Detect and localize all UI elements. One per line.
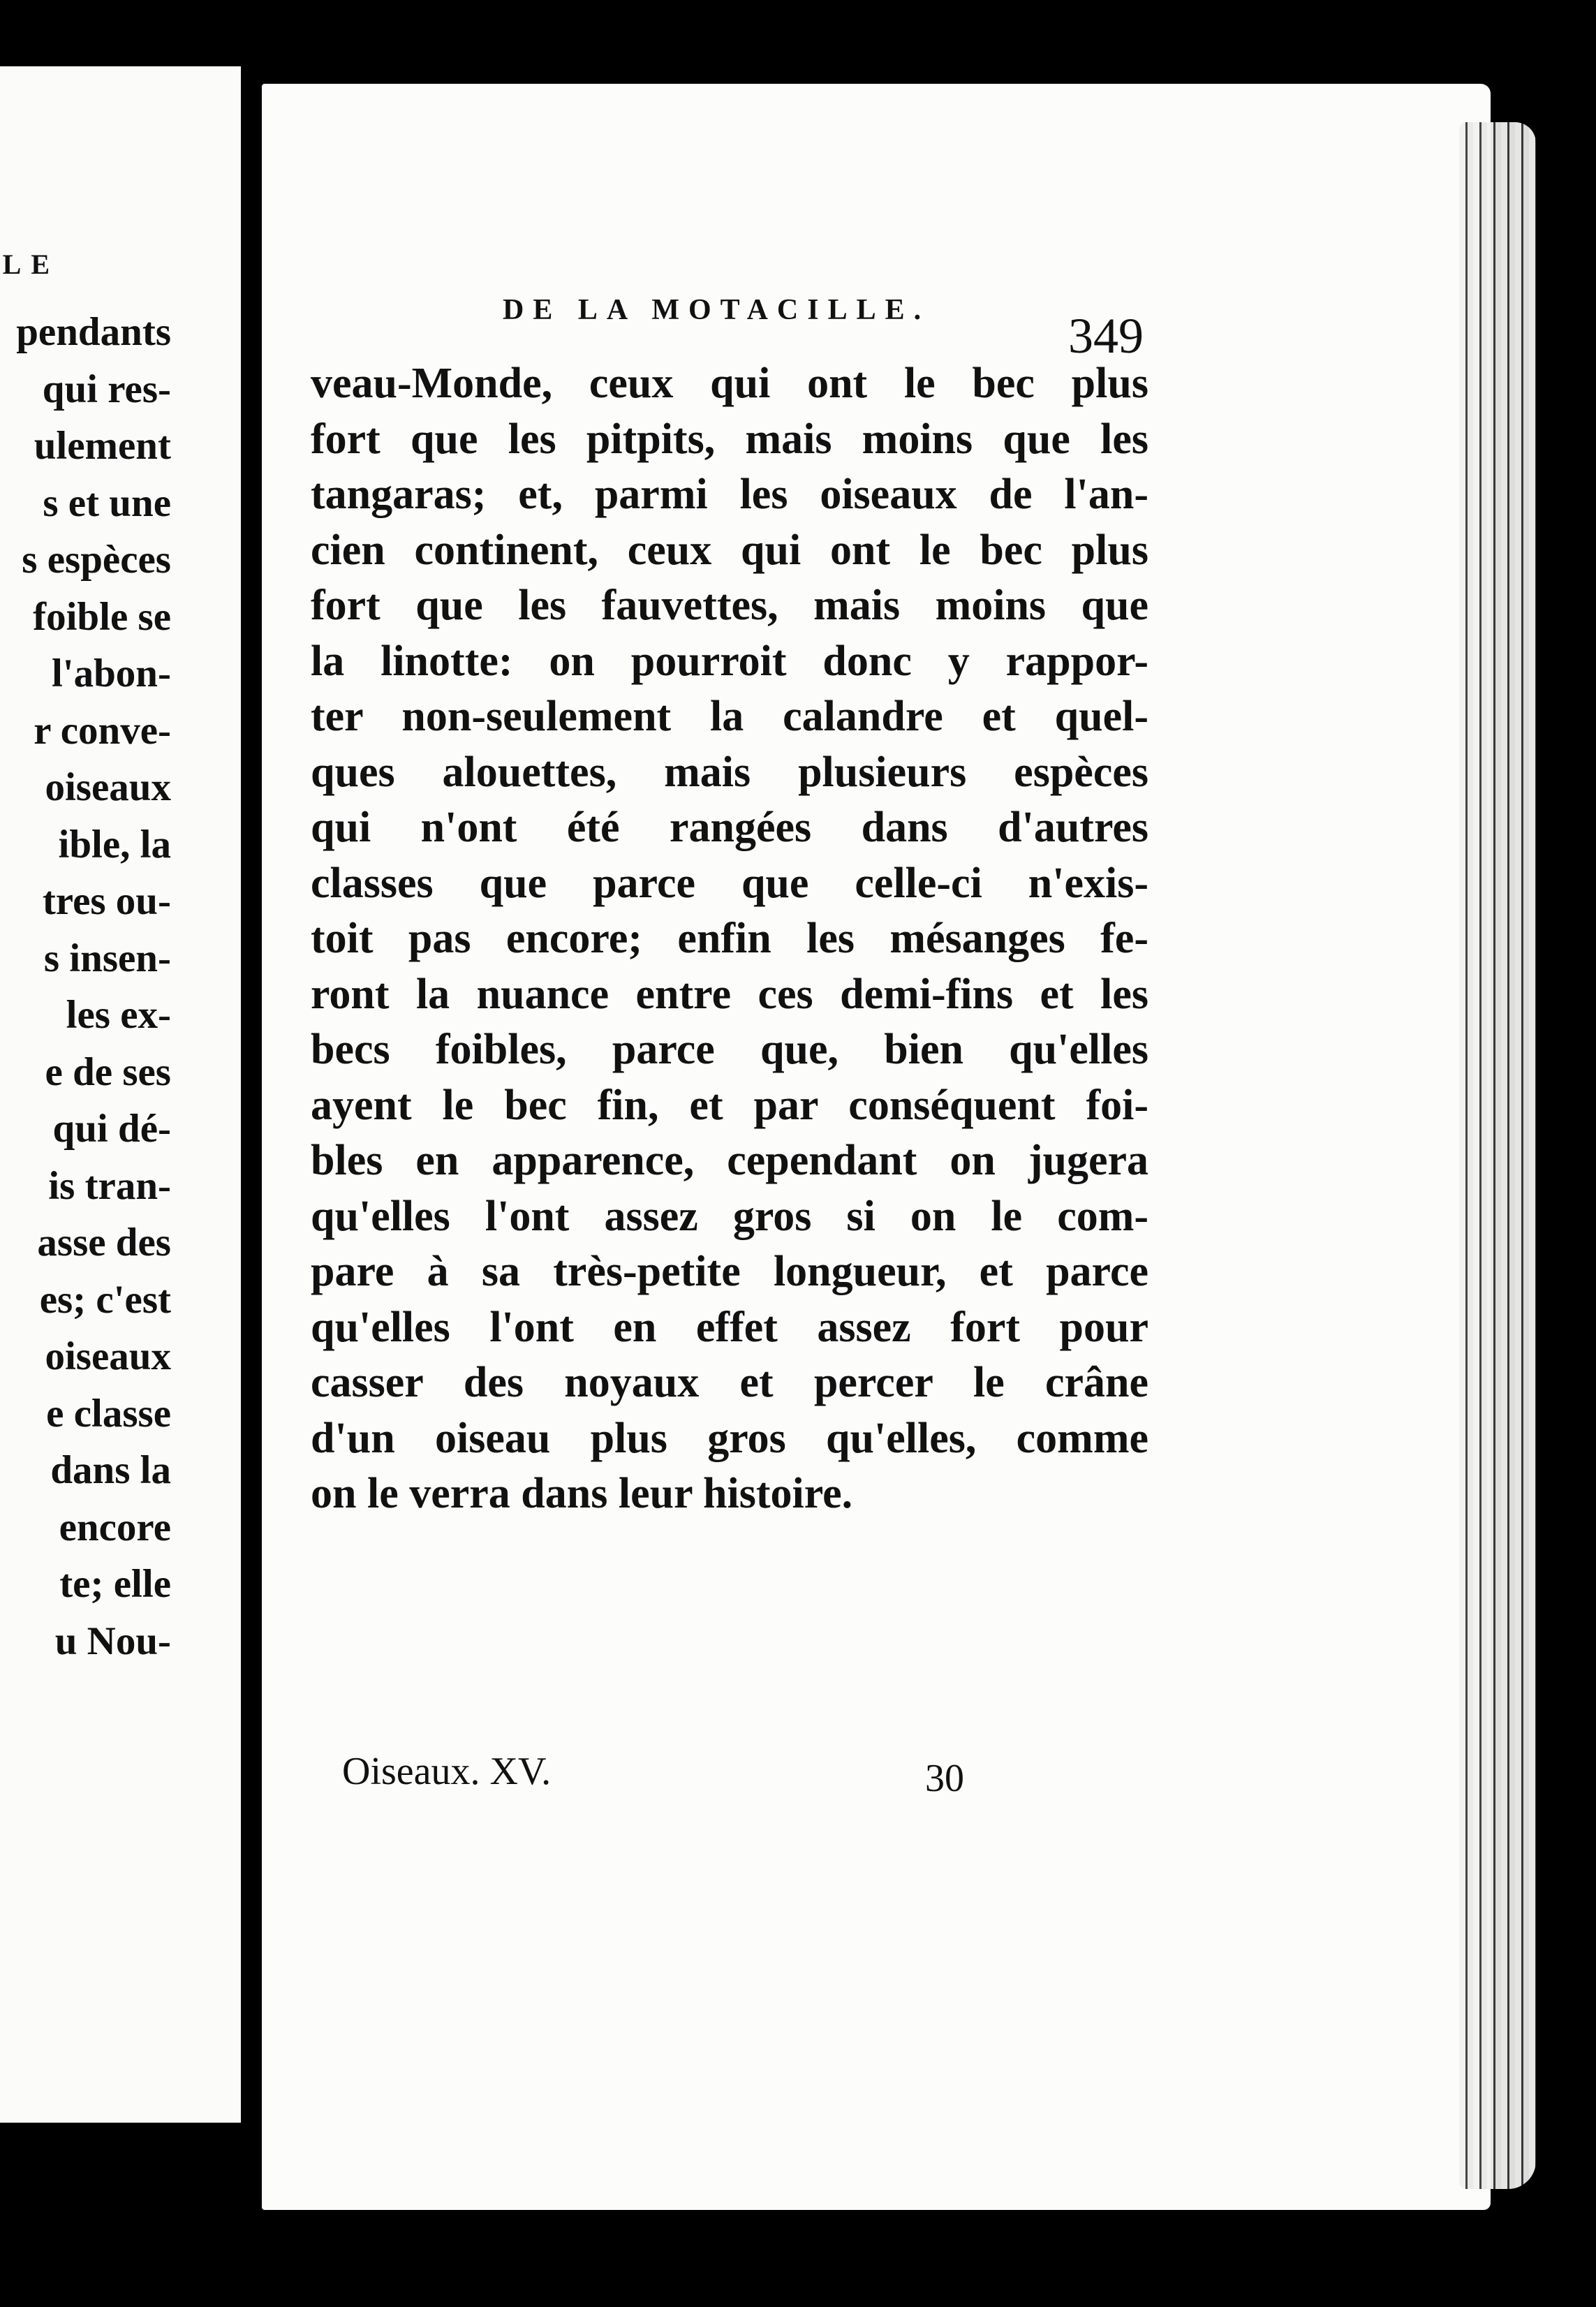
- body-text-line: classes que parce que celle-ci n'exis-: [311, 859, 1148, 907]
- signature-number: 30: [925, 1757, 964, 1800]
- body-text: [311, 356, 1148, 1522]
- left-text-line: dans la: [50, 1448, 171, 1492]
- body-text-line: on le verra dans leur histoire.: [311, 1470, 853, 1517]
- left-text-line: pendants: [16, 310, 171, 354]
- body-text-line: veau-Monde, ceux qui ont le bec plus: [311, 360, 1148, 407]
- left-text-line: les ex-: [66, 993, 171, 1037]
- left-text-line: encore: [59, 1505, 171, 1549]
- left-text-line: es; c'est: [39, 1277, 171, 1322]
- left-text-line: s et une: [43, 480, 171, 525]
- book-gutter: [241, 42, 262, 2172]
- left-text-line: is tran-: [48, 1163, 171, 1208]
- body-text-line: ront la nuance entre ces demi-fins et les: [311, 970, 1148, 1018]
- left-text-line: e de ses: [45, 1049, 171, 1094]
- body-text-line: cien continent, ceux qui ont le bec plus: [311, 526, 1148, 574]
- left-text-line: foible se: [33, 594, 171, 639]
- left-text-line: r conve-: [34, 708, 171, 753]
- left-text-line: qui dé-: [52, 1107, 171, 1151]
- body-text-line: ques alouettes, mais plusieurs espèces: [311, 748, 1148, 796]
- signature-mark: Oiseaux. XV.: [342, 1750, 552, 1793]
- page-fore-edge: [1459, 122, 1536, 2189]
- left-text-line: u Nou-: [54, 1619, 171, 1663]
- left-text-line: qui res-: [42, 367, 171, 411]
- body-text-line: fort que les pitpits, mais moins que les: [311, 415, 1148, 463]
- left-text-line: te; elle: [59, 1562, 171, 1606]
- body-text-line: qui n'ont été rangées dans d'autres: [311, 804, 1148, 851]
- left-text-line: tres ou-: [42, 879, 171, 923]
- left-text-line: ulement: [34, 424, 171, 468]
- body-text-line: qu'elles l'ont en effet assez fort pour: [311, 1303, 1148, 1351]
- left-text-line: s espèces: [22, 538, 171, 582]
- left-text-line: asse des: [37, 1221, 171, 1265]
- body-text-line: toit pas encore; enfin les mésanges fe-: [311, 915, 1148, 962]
- body-text-line: la linotte: on pourroit donc y rappor-: [311, 637, 1148, 685]
- body-text-line: tangaras; et, parmi les oiseaux de l'an-: [311, 471, 1148, 518]
- body-text-line: becs foibles, parce que, bien qu'elles: [311, 1026, 1148, 1073]
- body-text-line: ayent le bec fin, et par conséquent foi-: [311, 1081, 1148, 1129]
- left-text-line: ible, la: [58, 822, 171, 867]
- left-running-head: LE: [2, 249, 59, 280]
- body-text-line: pare à sa très-petite longueur, et parce: [311, 1248, 1148, 1295]
- left-text-line: oiseaux: [45, 1334, 171, 1378]
- left-text-line: oiseaux: [45, 765, 171, 809]
- left-text-line: s insen-: [43, 936, 171, 980]
- left-text-line: l'abon-: [51, 651, 171, 695]
- left-facing-page: [0, 66, 241, 2123]
- body-text-line: bles en apparence, cependant on jugera: [311, 1137, 1148, 1184]
- left-text-line: e classe: [46, 1391, 171, 1436]
- page-number: 349: [1068, 308, 1144, 364]
- body-text-line: qu'elles l'ont assez gros si on le com-: [311, 1192, 1148, 1240]
- body-text-line: d'un oiseau plus gros qu'elles, comme: [311, 1414, 1148, 1462]
- body-text-line: casser des noyaux et percer le crâne: [311, 1359, 1148, 1406]
- left-page-text: [0, 304, 171, 1670]
- running-head: DE LA MOTACILLE.: [503, 294, 931, 326]
- body-text-line: ter non-seulement la calandre et quel-: [311, 693, 1148, 740]
- body-text-line: fort que les fauvettes, mais moins que: [311, 582, 1148, 629]
